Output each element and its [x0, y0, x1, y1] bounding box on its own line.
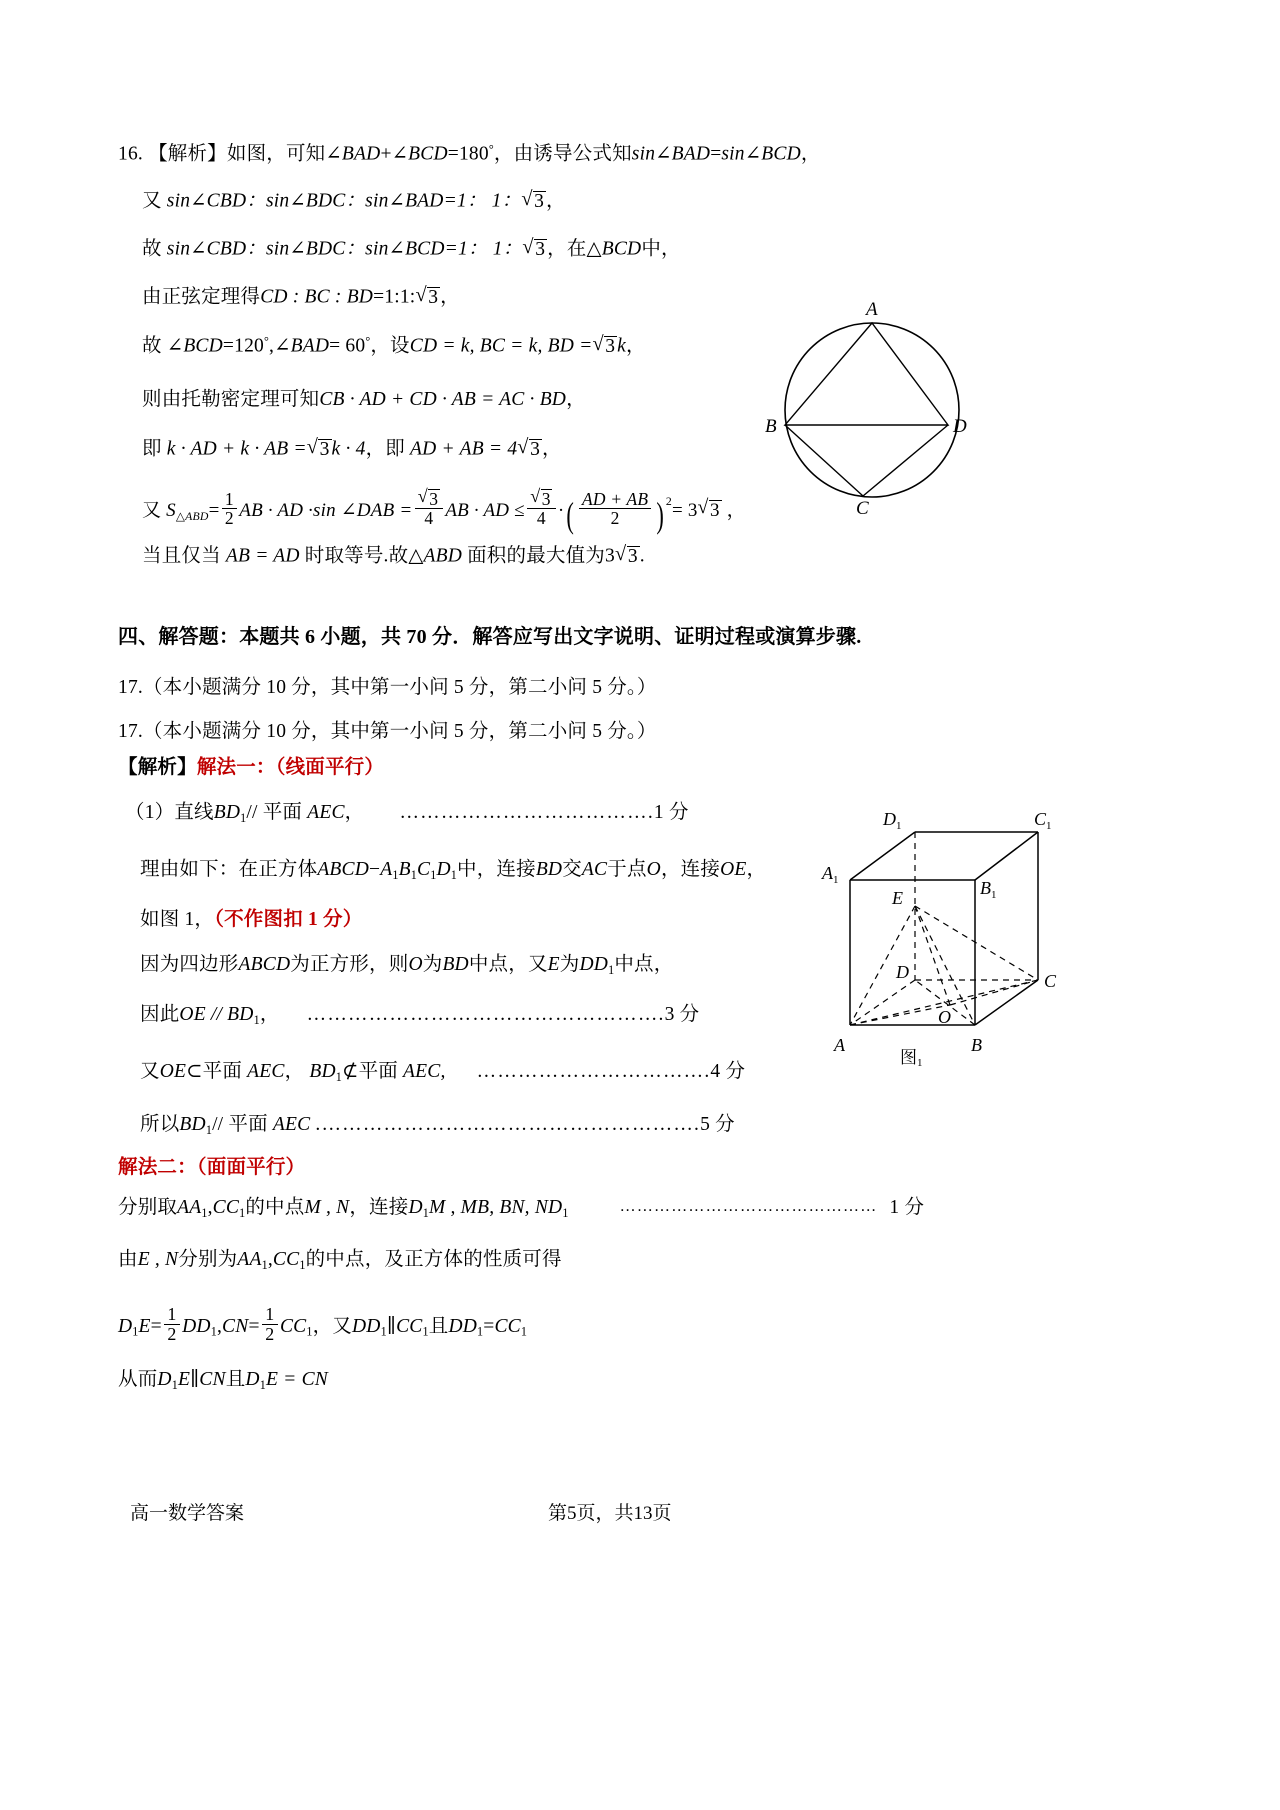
p17-s10-d1es: 1 [132, 1324, 139, 1339]
p17-s5-a: 因此 [140, 1004, 180, 1025]
p17-s10-f2d: 2 [265, 1324, 275, 1345]
p17-s2-cube2: A [380, 859, 393, 880]
p16-l5-end: ， [626, 335, 646, 357]
p16-l4-body: CD : BC : BD [260, 286, 374, 308]
problem16-line-9 [142, 545, 645, 566]
p17-s2-bd: BD [535, 859, 563, 880]
p16-l6-lead: 则由托勒密定理可知 [142, 389, 320, 410]
p17-s2-cube3s: 1 [410, 867, 417, 882]
p17-s2-b: 中，连接 [457, 859, 536, 880]
p17-s10-comma: , [216, 1315, 223, 1337]
p17-s6-a: 又 [140, 1061, 160, 1082]
p17-step-1 [125, 803, 689, 824]
p16-l1-eq: = [447, 143, 459, 165]
p17-s2-cube4s: 1 [430, 867, 437, 882]
problem16-analysis-tag: 【解析】 [148, 143, 227, 165]
p16-l5-b: ∠BAD [274, 335, 330, 357]
p17-step-6 [140, 1062, 745, 1083]
sqrt-icon [415, 286, 440, 307]
problem16-circle-figure [762, 285, 992, 520]
p17-s5-b: OE // BD [179, 1004, 254, 1025]
p16-l3-end: 中， [641, 238, 681, 260]
p16-l2-sqrt: 3 [534, 190, 545, 212]
p17-s8-a: 分别取 [118, 1197, 178, 1218]
p17-s11-d1es: 1 [171, 1377, 178, 1392]
p16-l8-f2n-wrap [415, 488, 443, 509]
label-B: B [971, 1035, 982, 1055]
p16-l8-sqrt-last: 3 [710, 500, 720, 522]
fraction-sqrt3-over-4 [415, 488, 443, 528]
label-B1: $B_1$ [980, 878, 997, 901]
p16-l8-f4d: 2 [610, 508, 620, 529]
p17-s4-dd1: DD [579, 954, 609, 975]
p16-l9-f: 3 [605, 545, 615, 567]
p16-l1-angle2: ∠BCD [391, 143, 448, 165]
p17-s1-dots: ………………………………. [399, 802, 654, 823]
section-heading: 四、解答题：本题共 6 小题，共 70 分．解答应写出文字说明、证明过程或演算步骤. [118, 626, 862, 648]
p16-l8-f4n: AD + AB [579, 490, 652, 510]
p17-s7-dots: .………………………………………………. [315, 1114, 701, 1135]
p16-l3-mid: ，在 [547, 238, 587, 260]
p16-l9-b: AB = AD [225, 545, 300, 567]
p17-s4-a: 因为四边形 [140, 954, 239, 975]
sqrt-icon [307, 438, 332, 459]
p17-s4-bd: BD [442, 954, 469, 975]
p16-l7-a: k · AD + k · AB = [166, 438, 307, 460]
p17-step-8 [118, 1198, 924, 1219]
p17-s6-sub-sym: ⊂ [186, 1061, 203, 1082]
p16-l1-sin2: sin∠BCD [721, 143, 801, 165]
label-E: E [892, 888, 903, 908]
p16-l9-c: 时取等号.故 [304, 545, 409, 567]
footer-subject: 高一数学答案 [130, 1503, 245, 1524]
p17-s11-a: 从而 [118, 1369, 158, 1390]
p17-s8-score: 1 分 [889, 1197, 925, 1218]
problem17-analysis-row [118, 758, 384, 778]
p16-l8-f2n: 3 [429, 488, 439, 509]
p17-s4-g: 中点， [614, 954, 674, 975]
p17-step-10 [118, 1305, 527, 1345]
p17-s10-e: E [138, 1315, 151, 1337]
p17-s1-bd1: BD [213, 802, 241, 823]
p17-s8-rest: M , MB, BN, ND [428, 1197, 563, 1218]
p17-s5-comma: ， [259, 1004, 280, 1025]
problem16-line-2 [142, 190, 566, 211]
fraction-half-a [164, 1305, 180, 1345]
cube-svg [820, 780, 1070, 1070]
p16-l8-le: ≤ [514, 500, 525, 522]
p17-s2-oe: OE [720, 859, 747, 880]
p17-s8-aa1: AA [177, 1197, 202, 1218]
p16-l8-lead: 又 [142, 500, 162, 522]
cyclic-quadrilateral-svg [762, 285, 992, 515]
p16-l8-eq1: = [208, 500, 220, 522]
p17-s6-aec2: AEC, [403, 1061, 446, 1082]
p17-s1-score: 1 分 [653, 802, 689, 823]
p17-s3-red-note: （不作图扣 1 分） [214, 909, 363, 930]
p17-s4-o: O [408, 954, 423, 975]
p17-s3-a: 如图 1， [140, 909, 215, 930]
p16-l4-sqrt: 3 [428, 286, 439, 308]
p17-s4-dd1s: 1 [608, 962, 615, 977]
edge-B1C1 [975, 832, 1038, 880]
p16-l5-c: CD = k, BC = k, BD = [409, 335, 593, 357]
p17-s9-a: 由 [118, 1249, 138, 1270]
label-A1: $A_1$ [822, 863, 839, 886]
p17-s1-aec: AEC [307, 802, 345, 823]
p16-l8-Ssub: △ABD [175, 509, 209, 523]
label-A: A [834, 1035, 845, 1055]
fraction-sqrt3-over-4-b [527, 488, 555, 528]
fraction-half-b [262, 1305, 278, 1345]
p17-s10-f1n: 1 [164, 1305, 180, 1325]
sqrt-icon [592, 335, 617, 356]
label-C: C [1044, 971, 1057, 991]
p17-s2-cube3: B [398, 859, 411, 880]
p17-s4-c: 为 [422, 954, 443, 975]
p17-s1-lead: （1）直线 [125, 802, 214, 823]
p17-s2-cube1: ABCD [317, 859, 370, 880]
p16-l7-lead: 即 [142, 438, 162, 460]
p16-l9-a: 当且仅当 [142, 545, 221, 567]
p17-step-11 [118, 1370, 328, 1391]
p17-s8-comma1: , [207, 1197, 213, 1218]
p17-s10-dd1: DD [182, 1315, 211, 1337]
segment-cd [863, 425, 948, 496]
p16-l5-mid: ，设 [370, 335, 410, 357]
p16-l1-val: 180 [458, 143, 489, 165]
p16-l5-k: k [617, 335, 627, 357]
p17-s10-eq1: = [150, 1315, 162, 1337]
p16-l5-lead: 故 [142, 335, 162, 357]
segment-bc [785, 425, 863, 496]
p17-s7-score: 5 分 [700, 1114, 735, 1135]
p16-l3-sqrt: 3 [535, 238, 546, 260]
p17-step-9 [118, 1250, 562, 1271]
p17-s2-a: 理由如下：在正方体 [140, 859, 318, 880]
p17-s2-dash: − [369, 859, 381, 880]
p17-s6-b: 平面 [202, 1061, 243, 1082]
p17-s2-ac: AC [581, 859, 608, 880]
p17-s6-aec: AEC [247, 1061, 285, 1082]
problem16-number: 16. [118, 143, 143, 165]
p17-s5-dots: ……………………………………………. [306, 1004, 665, 1025]
p17-s9-aa1s: 1 [261, 1257, 268, 1272]
p16-l8-eq2: = 3 [671, 500, 698, 522]
problem16-line-5 [142, 335, 646, 356]
method2-title: 解法二：（面面平行） [118, 1157, 306, 1178]
p17-s6-oe: OE [159, 1061, 187, 1082]
triangle-abd [785, 323, 948, 425]
p16-l8-f3d: 4 [536, 508, 546, 529]
p16-l1-sin1: sin∠BAD [631, 143, 711, 165]
p17-s11-par: ∥ [190, 1369, 200, 1390]
p17-s1-bd1-sub: 1 [240, 810, 247, 825]
p17-s7-bd1: BD [179, 1114, 206, 1135]
p17-s11-e: E [177, 1369, 191, 1390]
label-D: D [896, 962, 909, 982]
p17-s6-d: 平面 [358, 1061, 398, 1082]
p17-s10-cn: CN [222, 1315, 249, 1337]
problem17-header-1: 17.（本小题满分 10 分，其中第一小问 5 分，第二小问 5 分。） [118, 677, 657, 698]
p17-s6-c: ， [284, 1061, 305, 1082]
p16-l1-eq2: = [710, 143, 722, 165]
p17-step-5 [140, 1005, 699, 1026]
p16-l7-b: k · 4 [331, 438, 366, 460]
p16-l4-lead: 由正弦定理得 [142, 286, 261, 308]
p17-s6-bd1: BD [309, 1061, 336, 1082]
p17-s11-d1e2: D [245, 1369, 260, 1390]
p17-s10-and: 且 [428, 1315, 449, 1337]
p16-l1-angle1: ∠BAD [325, 143, 381, 165]
p17-s8-b: 的中点 [245, 1197, 305, 1218]
p16-l5-eq2: = 60 [329, 335, 366, 357]
sqrt-icon [522, 238, 547, 259]
p17-s10-cc1s: 1 [306, 1324, 313, 1339]
edge-A1D1 [850, 832, 915, 880]
problem16-line-7 [142, 438, 562, 459]
segment-EC [915, 906, 1038, 980]
p17-s8-aa1s: 1 [201, 1205, 208, 1220]
method1-title: 解法一：（线面平行） [196, 757, 385, 778]
p17-s2-d: 于点 [607, 859, 647, 880]
p16-l5-comma1: , [269, 335, 275, 357]
p17-s10-dd1bs: 1 [380, 1324, 387, 1339]
problem16-line-6 [142, 390, 586, 410]
p16-l3-body: sin∠CBD：sin∠BDC：sin∠BCD=1： 1： [166, 238, 523, 260]
p17-s10-cc1c: CC [494, 1315, 521, 1337]
edge-CB [975, 980, 1038, 1025]
p16-l6-end: ， [566, 389, 586, 410]
p17-s11-d1e: D [157, 1369, 172, 1390]
fraction-adab-over-2 [579, 490, 652, 529]
p16-l1-end: ， [800, 143, 821, 165]
label-D1: $D_1$ [883, 809, 902, 832]
p17-s5-score: 3 分 [664, 1004, 700, 1025]
p17-s4-abcd: ABCD [238, 954, 291, 975]
p16-l7-end: ， [542, 438, 562, 460]
p17-s10-cc1bs: 1 [422, 1324, 429, 1339]
p16-l9-end: . [639, 545, 645, 567]
problem16-line-8 [142, 488, 746, 535]
p17-s2-cube5s: 1 [450, 867, 457, 882]
p17-s10-mid: ，又 [312, 1315, 353, 1337]
p17-s10-dd1cs: 1 [477, 1324, 484, 1339]
p16-l8-f3n: 3 [541, 488, 551, 509]
p17-s10-f2n: 1 [262, 1305, 278, 1325]
p17-s11-cn: CN [199, 1369, 226, 1390]
p16-l2-body: sin∠CBD：sin∠BDC：sin∠BAD=1： 1： [166, 190, 522, 212]
p16-l4-end: ， [440, 286, 460, 308]
p17-s8-cc1: CC [212, 1197, 240, 1218]
p17-s8-rests: 1 [562, 1205, 569, 1220]
p16-l7-sqrt2: 3 [530, 438, 541, 460]
p17-s5-bsub: 1 [253, 1012, 260, 1027]
p17-s6-dots: ……………………………. [476, 1061, 711, 1082]
p17-s2-cube2s: 1 [392, 867, 399, 882]
right-paren: ) [655, 494, 664, 535]
label-D: D [953, 416, 967, 437]
p16-l8-S: S [166, 500, 176, 522]
p17-s9-en: E , N [137, 1249, 179, 1270]
label-B: B [765, 416, 777, 437]
sqrt-icon [517, 438, 542, 459]
label-A: A [866, 299, 878, 320]
p16-l2-end: ， [546, 190, 566, 212]
p16-l5-a: ∠BCD [166, 335, 223, 357]
p16-l1-a: 如图，可知 [226, 143, 326, 165]
p17-s6-bd1s: 1 [335, 1069, 343, 1084]
p17-s11-and: 且 [225, 1369, 246, 1390]
segment-OC [950, 980, 1038, 1005]
p16-l8-b: AB · AD ·sin ∠DAB = [239, 500, 413, 522]
p17-s8-mn: M , N [304, 1197, 350, 1218]
p16-l3-tri: △BCD [586, 238, 642, 260]
p17-s9-cc1s: 1 [299, 1257, 306, 1272]
p17-s10-dd1s: 1 [210, 1324, 217, 1339]
p17-s9-b: 分别为 [178, 1249, 238, 1270]
problem17-cube-figure [820, 780, 1070, 1075]
p17-s6-score: 4 分 [710, 1061, 746, 1082]
p16-l1-deg: ° [488, 142, 494, 156]
p16-l4-eq: =1:1: [373, 286, 416, 308]
p17-s10-cc1: CC [279, 1315, 307, 1337]
label-C1: $C_1$ [1034, 809, 1052, 832]
p17-s2-cube5: D [436, 859, 451, 880]
p17-s10-eq3: = [483, 1315, 495, 1337]
p17-s8-cc1s: 1 [239, 1205, 246, 1220]
p17-s10-par: ∥ [386, 1315, 397, 1337]
p16-l7-sqrt: 3 [319, 438, 330, 460]
p17-s9-aa1: AA [237, 1249, 262, 1270]
p16-l3-lead: 故 [142, 238, 162, 260]
p16-l8-dot: · [557, 500, 565, 522]
label-O: O [938, 1007, 951, 1027]
p17-s6-notsub: ⊄ [342, 1061, 359, 1082]
problem16-line-3 [142, 238, 681, 259]
p17-s4-b: 为正方形，则 [290, 954, 409, 975]
p17-s8-dots: ……………………………………… [619, 1198, 878, 1216]
sqrt-icon [418, 488, 440, 508]
p17-s10-f1d: 2 [167, 1324, 177, 1345]
p17-s7-a: 所以 [140, 1114, 180, 1135]
p17-s11-e2: E = CN [265, 1369, 329, 1390]
p17-s4-f: 为 [559, 954, 580, 975]
p16-l8-pow: 2 [665, 494, 672, 508]
p16-l8-f1n: 1 [222, 490, 237, 510]
sqrt-icon [530, 488, 552, 508]
p17-s1-comma: ， [344, 802, 365, 823]
p17-s2-end: ， [746, 859, 767, 880]
p16-l9-d: △ABD [408, 545, 463, 567]
p17-step-4 [140, 955, 673, 976]
p17-s10-dd1b: DD [352, 1315, 381, 1337]
figure-caption: 图1 [900, 1048, 923, 1069]
problem16-line-4 [142, 286, 460, 307]
p17-s10-cc1cs: 1 [520, 1324, 528, 1339]
footer-page-number: 第5页，共13页 [548, 1503, 672, 1524]
p17-s2-c: 交 [562, 859, 582, 880]
p16-l5-sqrt: 3 [605, 335, 616, 357]
p17-s1-par: // 平面 [246, 802, 303, 823]
p17-s9-c: 的中点，及正方体的性质可得 [305, 1249, 562, 1270]
p17-step-2 [140, 860, 766, 881]
circumcircle [785, 323, 959, 497]
p16-l8-end: ， [726, 500, 746, 522]
p16-l5-deg1: ° [263, 334, 270, 348]
problem16-line-1 [118, 143, 821, 164]
p17-s10-eq2: = [248, 1315, 260, 1337]
segment-AO [850, 1005, 950, 1025]
p16-l9-e: 面积的最大值为 [467, 545, 606, 567]
p16-l2-lead: 又 [142, 190, 162, 212]
p17-s8-c: ，连接 [349, 1197, 409, 1218]
label-C: C [856, 498, 869, 515]
p17-s10-dd1c: DD [448, 1315, 478, 1337]
p16-l1-b: ，由诱导公式知 [493, 143, 632, 165]
p17-s2-cube4: C [416, 859, 431, 880]
sqrt-icon [698, 499, 722, 520]
p17-s7-b: // 平面 [212, 1114, 268, 1135]
p17-s11-d1e2s: 1 [259, 1377, 266, 1392]
p16-l5-deg2: ° [365, 334, 371, 348]
p16-l8-f1d: 2 [224, 508, 234, 529]
p17-s4-e: E [547, 954, 560, 975]
p16-l7-mid: ，即 [365, 438, 405, 460]
p17-s2-o: O [646, 859, 661, 880]
p16-l8-f2d: 4 [424, 508, 434, 529]
p16-l5-eq1: =120 [222, 335, 264, 357]
p16-l9-sqrt: 3 [627, 545, 638, 567]
p17-s2-e: ，连接 [660, 859, 721, 880]
p17-s7-bd1s: 1 [205, 1122, 213, 1137]
p17-s7-aec: AEC [272, 1114, 311, 1135]
p17-step-7 [140, 1115, 735, 1136]
segment-EO [915, 906, 950, 1005]
p16-l8-f3n-wrap [527, 488, 555, 509]
fraction-half [222, 490, 237, 529]
p17-s4-d: 中点，又 [468, 954, 548, 975]
p16-l1-plus: + [380, 143, 392, 165]
problem17-header-2: 17.（本小题满分 10 分，其中第一小问 5 分，第二小问 5 分。） [118, 721, 657, 742]
sqrt-icon [615, 545, 640, 566]
problem17-analysis-tag: 【解析】 [118, 757, 197, 778]
p17-s9-cc1: CC [272, 1249, 300, 1270]
sqrt-icon [521, 190, 546, 211]
p17-s10-d1e: D [118, 1315, 133, 1337]
p17-s9-comma: , [267, 1249, 273, 1270]
p16-l7-c: AD + AB = 4 [410, 438, 518, 460]
left-paren: ( [566, 494, 575, 535]
p16-l8-c: AB · AD [445, 500, 510, 522]
p17-s8-d1ms: 1 [422, 1205, 429, 1220]
p17-s8-d1m: D [408, 1197, 423, 1218]
p16-l6-body: CB · AD + CD · AB = AC · BD [319, 389, 567, 410]
p17-s10-cc1b: CC [396, 1315, 423, 1337]
p17-step-3 [140, 910, 362, 930]
